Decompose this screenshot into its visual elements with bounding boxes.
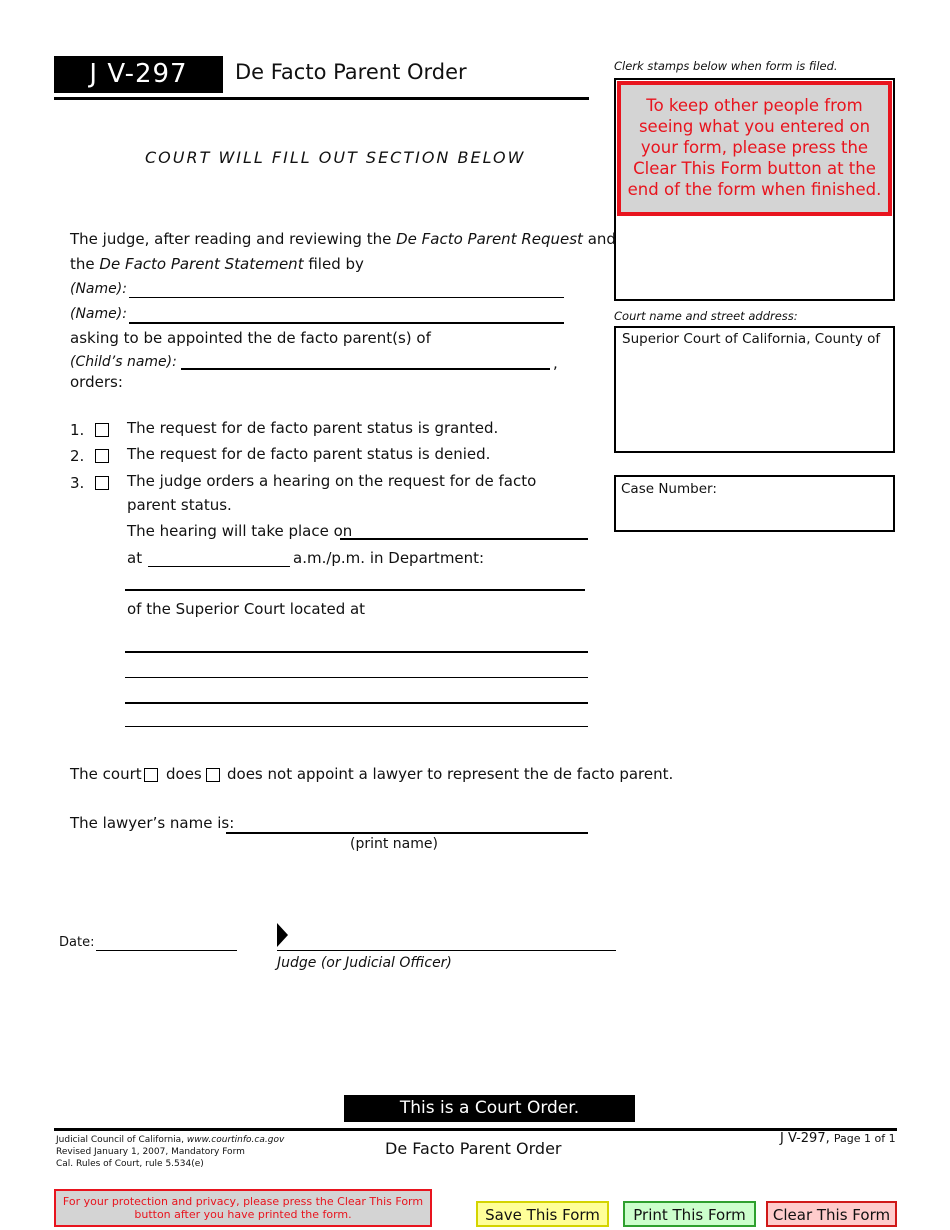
hearing-date-field[interactable] (340, 538, 588, 540)
asking-text: asking to be appointed the de facto parent(s) of (70, 329, 431, 347)
clerk-stamp-label: Clerk stamps below when form is filed. (614, 59, 838, 73)
print-name-caption: (print name) (350, 836, 438, 852)
lawyer-name-field[interactable] (226, 832, 588, 834)
lawyer-name-label: The lawyer’s name is: (70, 814, 235, 832)
does-not-text: does not appoint a lawyer to represent the de facto parent. (227, 765, 674, 783)
child-name-label: (Child’s name): (70, 354, 177, 370)
item-3-number: 3. (70, 474, 85, 492)
footer-council: Judicial Council of California, www.courtinfo.ca.gov (56, 1135, 285, 1145)
does-checkbox[interactable] (144, 768, 158, 782)
court-location-line-4[interactable] (125, 726, 588, 727)
denied-checkbox[interactable] (95, 449, 109, 463)
name-field-2[interactable] (129, 322, 564, 324)
hearing-date-label: The hearing will take place on (127, 522, 353, 540)
item-1-text: The request for de facto parent status is granted. (127, 419, 499, 437)
child-name-field[interactable] (181, 368, 550, 370)
print-form-button[interactable]: Print This Form (623, 1201, 756, 1227)
does-not-checkbox[interactable] (206, 768, 220, 782)
form-id: J V-297 (54, 56, 223, 93)
department-field[interactable] (125, 589, 585, 591)
footer-url: www.courtinfo.ca.gov (186, 1135, 285, 1145)
footer-form-code: J V-297, (780, 1131, 830, 1146)
clear-form-warning: To keep other people from seeing what you entered on your form, please press the Clear This Form button at the end of the form when finished. (617, 81, 892, 216)
does-text: does (166, 765, 202, 783)
hearing-checkbox[interactable] (95, 476, 109, 490)
signature-arrow-icon (277, 923, 289, 947)
footer-rules: Cal. Rules of Court, rule 5.534(e) (56, 1159, 204, 1169)
court-address-value: Superior Court of California, County of (622, 331, 881, 347)
intro-line-2: the De Facto Parent Statement filed by (70, 255, 364, 273)
item-1-number: 1. (70, 421, 85, 439)
statement-title: De Facto Parent Statement (99, 255, 304, 273)
name-field-1[interactable] (129, 297, 564, 298)
court-location-line-1[interactable] (125, 651, 588, 653)
court-address-field[interactable] (614, 326, 895, 453)
item-2-text: The request for de facto parent status is denied. (127, 445, 491, 463)
footer-rule (54, 1128, 897, 1131)
court-appoint-text: The court (70, 765, 142, 783)
judge-signature-line[interactable] (277, 950, 616, 951)
child-name-comma: , (553, 354, 558, 372)
section-heading: COURT WILL FILL OUT SECTION BELOW (145, 148, 526, 167)
name-label-2: (Name): (70, 306, 127, 322)
granted-checkbox[interactable] (95, 423, 109, 437)
header-rule (54, 97, 589, 100)
case-number-label: Case Number: (621, 481, 717, 497)
save-form-button[interactable]: Save This Form (476, 1201, 609, 1227)
hearing-at-label: at (127, 549, 143, 567)
court-location-line-3[interactable] (125, 702, 588, 704)
footer-page: Page 1 of 1 (833, 1132, 896, 1145)
footer-title: De Facto Parent Order (385, 1139, 562, 1158)
footer-page-info (780, 1131, 896, 1146)
form-title: De Facto Parent Order (235, 60, 467, 84)
hearing-ampm-label: a.m./p.m. in Department: (293, 549, 485, 567)
request-title: De Facto Parent Request (396, 230, 583, 248)
court-address-label: Court name and street address: (614, 309, 798, 323)
court-location-line-2[interactable] (125, 677, 588, 678)
footer-revised: Revised January 1, 2007, Mandatory Form (56, 1147, 245, 1157)
date-field[interactable] (96, 950, 237, 951)
hearing-time-field[interactable] (148, 566, 290, 567)
privacy-notice: For your protection and privacy, please press the Clear This Form button after you have printed the form. (54, 1189, 432, 1227)
located-at-label: of the Superior Court located at (127, 600, 366, 618)
clear-form-button[interactable]: Clear This Form (766, 1201, 897, 1227)
orders-text: orders: (70, 373, 123, 391)
judge-label: Judge (or Judicial Officer) (277, 955, 452, 971)
item-3-text: The judge orders a hearing on the request for de facto (127, 472, 537, 490)
court-order-banner: This is a Court Order. (344, 1095, 635, 1122)
item-3-text-2: parent status. (127, 496, 232, 514)
date-label: Date: (59, 935, 95, 950)
item-2-number: 2. (70, 447, 85, 465)
case-number-field[interactable] (614, 475, 895, 532)
name-label-1: (Name): (70, 281, 127, 297)
intro-line-1: The judge, after reading and reviewing the De Facto Parent Request and (70, 230, 616, 248)
